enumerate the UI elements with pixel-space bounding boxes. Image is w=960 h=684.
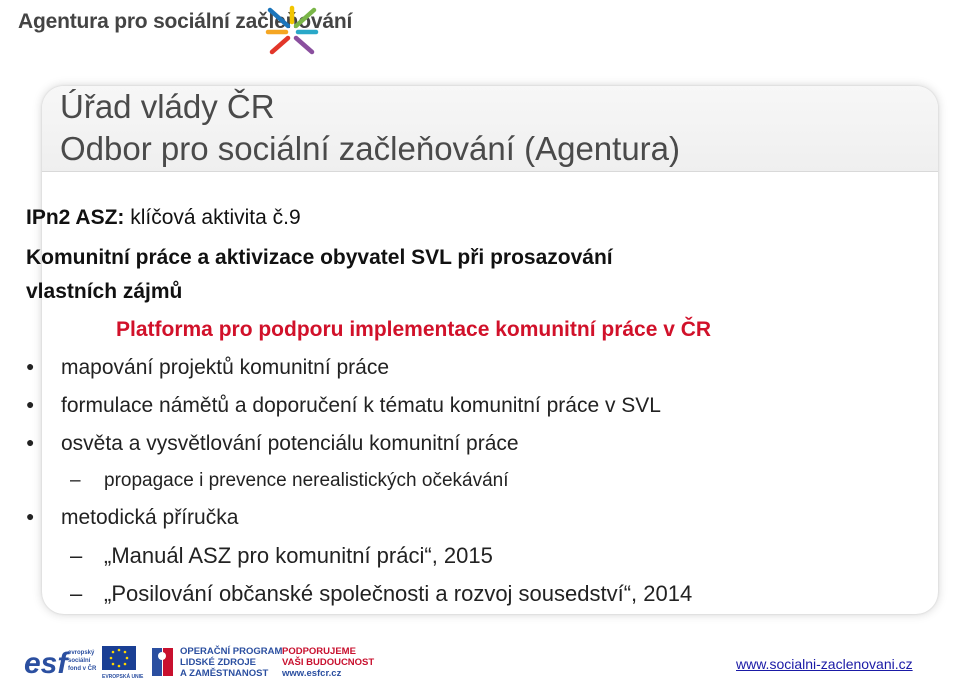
svg-text:A ZAMĚSTNANOST: A ZAMĚSTNANOST [180, 668, 269, 679]
dash-icon: – [70, 581, 83, 606]
svg-text:www.esfcr.cz: www.esfcr.cz [282, 668, 342, 679]
slide-subtitle: Odbor pro sociální začleňování (Agentura) [60, 130, 681, 167]
dash-icon: – [70, 470, 81, 491]
svg-text:PODPORUJEME: PODPORUJEME [282, 646, 356, 657]
list-item: ● mapování projektů komunitní práce [26, 356, 390, 379]
list-item: ● formulace námětů a doporučení k tématu komunitní práce v SVL [26, 394, 661, 417]
program-logo-icon [150, 644, 422, 680]
svg-text:sociální: sociální [68, 658, 91, 664]
bullet-icon: ● [26, 358, 35, 375]
list-item: ● osvěta a vysvětlování potenciálu komunitní práce [26, 432, 519, 455]
svg-text:LIDSKÉ ZDROJE: LIDSKÉ ZDROJE [180, 657, 257, 668]
slide-title-area [42, 86, 938, 172]
bullet-icon: ● [26, 434, 35, 451]
dash-icon: – [70, 543, 83, 568]
esf-logo-icon [22, 644, 144, 680]
topic-line-2: vlastních zájmů [26, 280, 183, 303]
slide-panel [42, 86, 938, 614]
svg-text:esf: esf [24, 647, 68, 680]
slide-title: Úřad vlády ČR [60, 88, 275, 125]
svg-text:EVROPSKÁ UNIE: EVROPSKÁ UNIE [102, 674, 144, 680]
activity-code: IPn2 ASZ: [26, 206, 125, 229]
header [0, 0, 960, 60]
activity-label: klíčová aktivita č.9 [124, 206, 301, 229]
topic-line-1: Komunitní práce a aktivizace obyvatel SVL při prosazování [26, 246, 613, 269]
website-link[interactable]: www.socialni-zaclenovani.cz [736, 656, 913, 672]
bullet-icon: ● [26, 508, 35, 525]
agency-logo-icon [262, 4, 322, 56]
svg-text:OPERAČNÍ PROGRAM: OPERAČNÍ PROGRAM [180, 646, 283, 657]
sub-list-item: – propagace i prevence nerealistických očekávání [70, 470, 509, 491]
svg-text:fond v ČR: fond v ČR [68, 666, 97, 672]
svg-text:evropský: evropský [68, 650, 95, 656]
footer [0, 636, 960, 684]
sub-list-item: – „Manuál ASZ pro komunitní práci“, 2015 [70, 543, 493, 568]
sub-list-item: – „Posilování občanské společnosti a rozvoj sousedství“, 2014 [70, 581, 693, 606]
svg-text:VAŠI BUDOUCNOST: VAŠI BUDOUCNOST [282, 657, 375, 668]
activity-line [26, 206, 301, 230]
bullet-icon: ● [26, 396, 35, 413]
list-item: ● metodická příručka [26, 506, 239, 529]
brand-name: Agentura pro sociální začleňování [18, 10, 353, 33]
platform-heading: Platforma pro podporu implementace komunitní práce v ČR [116, 318, 712, 341]
